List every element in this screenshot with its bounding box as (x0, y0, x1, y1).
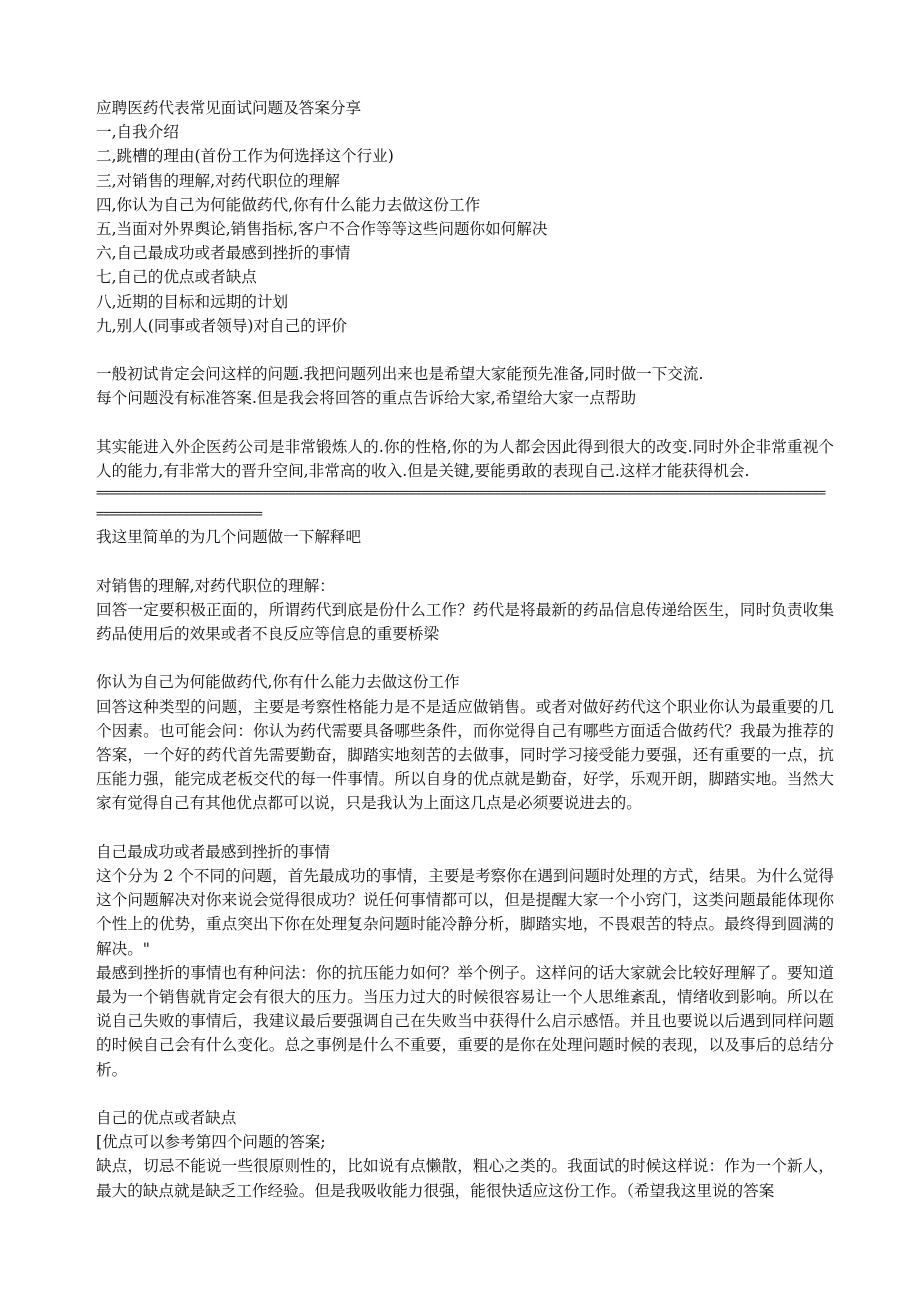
spacer (96, 646, 834, 670)
section-paragraph: 缺点，切忌不能说一些很原则性的，比如说有点懒散，粗心之类的。我面试的时候这样说：作为一个新人，最大的缺点就是缺乏工作经验。但是我吸收能力很强，能很快适应这份工作。（希望我这里说的答案 (96, 1157, 834, 1200)
section-success-frustration (96, 840, 834, 1082)
question-item: 六,自己最成功或者最感到挫折的事情 (96, 244, 351, 263)
question-item: 一,自我介绍 (96, 123, 179, 142)
separator-line: ============================================================================================================== (96, 486, 825, 502)
separator-line-short: ========================= (96, 507, 262, 523)
section-heading: 对销售的理解,对药代职位的理解： (96, 576, 335, 595)
section-paragraph: 这个分为 2 个不同的问题，首先最成功的事情，主要是考察你在遇到问题时处理的方式，结果。为什么觉得这个问题解决对你来说会觉得很成功？说任何事情都可以，但是提醒大家一个小窍门，这类问题最能体现你个性上的优势，重点突出下你在处理复杂问题时能冷静分析，脚踏实地，不畏艰苦的特点。最终得到圆满的解决。" (96, 867, 834, 958)
spacer (96, 549, 834, 573)
question-item: 九,别人(同事或者领导)对自己的评价 (96, 316, 348, 335)
section-paragraph: 回答这种类型的问题，主要是考察性格能力是不是适应做销售。或者对做好药代这个职业你认为最重要的几个因素。也可能会问：你认为药代需要具备哪些条件，而你觉得自己有哪些方面适合做药代？我最为推荐的答案，一个好的药代首先需要勤奋，脚踏实地刻苦的去做事，同时学习接受能力要强，还有重要的一点，抗压能力强，能完成老板交代的每一件事情。所以自身的优点就是勤奋，好学，乐观开朗，脚踏实地。当然大家有觉得自己有其他优点都可以说，只是我认为上面这几点是必须要说进去的。 (96, 697, 834, 813)
question-item: 三,对销售的理解,对药代职位的理解 (96, 171, 340, 190)
explain-intro: 我这里简单的为几个问题做一下解释吧 (96, 528, 362, 547)
section-paragraph: 最感到挫折的事情也有种问法：你的抗压能力如何？举个例子。这样问的话大家就会比较好理解了。要知道最为一个销售就肯定会有很大的压力。当压力过大的时候很容易让一个人思维紊乱，情绪收到影响。所以在说自己失败的事情后，我建议最后要强调自己在失败当中获得什么启示感悟。并且也要说以后遇到同样问题的时候自己会有什么变化。总之事例是什么不重要，重要的是你在处理问题时候的表现，以及事后的总结分析。 (96, 963, 834, 1079)
question-item: 五,当面对外界舆论,销售指标,客户不合作等等这些问题你如何解决 (96, 220, 548, 239)
section-ability (96, 670, 834, 815)
question-item: 二,跳槽的理由(首份工作为何选择这个行业) (96, 147, 394, 166)
document-title: 应聘医药代表常见面试问题及答案分享 (96, 99, 362, 117)
question-item: 四,你认为自己为何能做药代,你有什么能力去做这份工作 (96, 195, 481, 214)
section-heading: 自己的优点或者缺点 (96, 1109, 237, 1128)
question-item: 八,近期的目标和远期的计划 (96, 292, 289, 311)
question-item: 七,自己的优点或者缺点 (96, 268, 257, 287)
section-sales-understanding (96, 574, 834, 647)
section-heading: 你认为自己为何能做药代,你有什么能力去做这份工作 (96, 673, 460, 692)
spacer (96, 1082, 834, 1106)
foreign-company-paragraph: 其实能进入外企医药公司是非常锻炼人的.你的性格,你的为人都会因此得到很大的改变.同时外企非常重视个人的能力,有非常大的晋升空间,非常高的收入.但是关键,要能勇敢的表现自己.这样才能获得机会. (96, 437, 834, 481)
document-page (96, 96, 834, 1203)
question-list (96, 120, 834, 338)
section-heading: 自己最成功或者最感到挫折的事情 (96, 842, 330, 861)
spacer (96, 816, 834, 840)
intro-line: 一般初试肯定会问这样的问题.我把问题列出来也是希望大家能预先准备,同时做一下交流. (96, 365, 704, 384)
intro-line: 每个问题没有标准答案.但是我会将回答的重点告诉给大家,希望给大家一点帮助 (96, 389, 637, 408)
spacer (96, 411, 834, 435)
section-paragraph: 回答一定要积极正面的，所谓药代到底是份什么工作？药代是将最新的药品信息传递给医生，同时负责收集药品使用后的效果或者不良反应等信息的重要桥梁 (96, 600, 834, 644)
section-paragraph: [优点可以参考第四个问题的答案; (96, 1133, 326, 1152)
spacer (96, 338, 834, 362)
section-strengths-weaknesses (96, 1106, 834, 1203)
